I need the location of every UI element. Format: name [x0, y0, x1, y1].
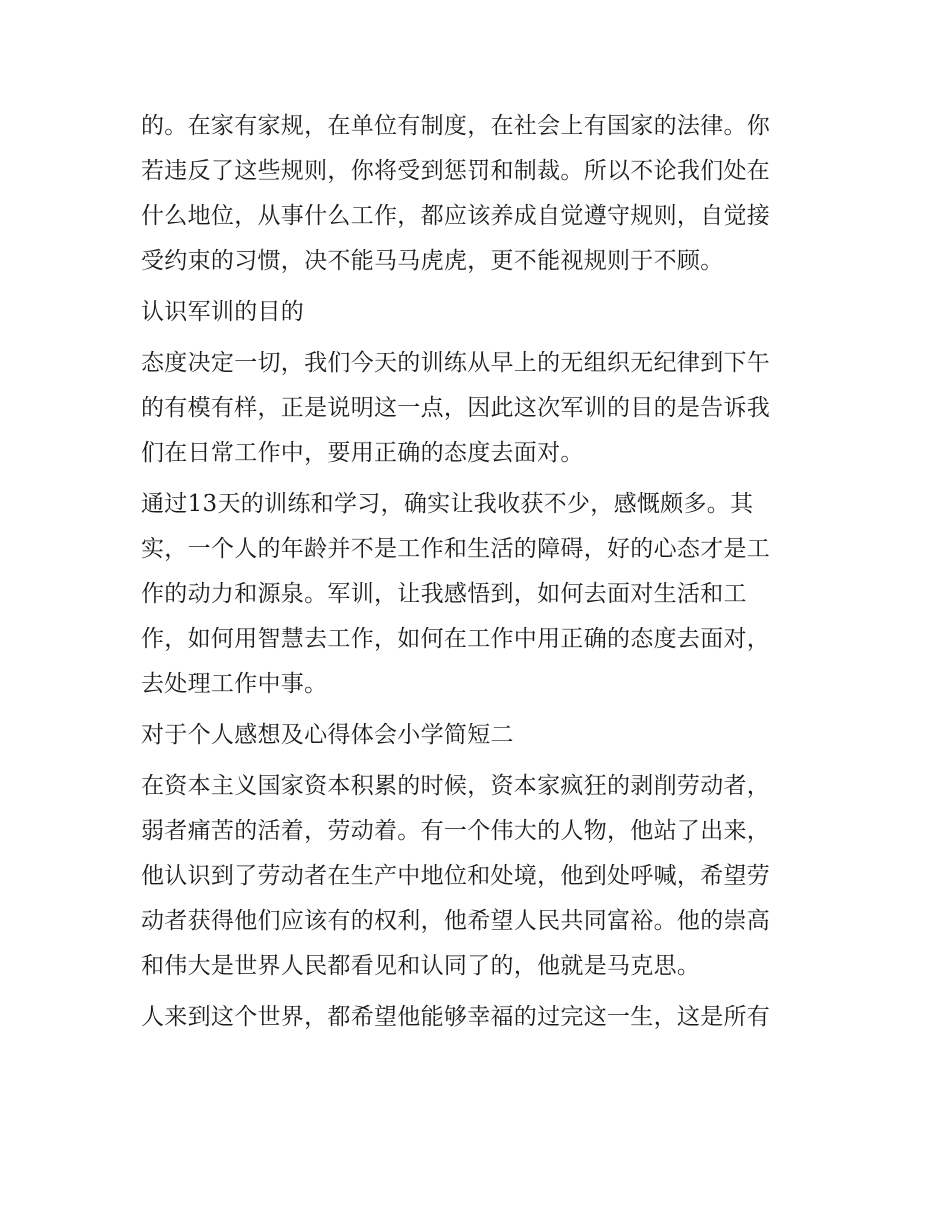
- paragraph-line: 若违反了这些规则，你将受到惩罚和制裁。所以不论我们处在: [141, 158, 771, 184]
- paragraph-line: 和伟大是世界人民都看见和认同了的，他就是马克思。: [141, 953, 701, 979]
- paragraph-line: 他认识到了劳动者在生产中地位和处境，他到处呼喊，希望劳: [141, 863, 771, 889]
- paragraph-line: 弱者痛苦的活着，劳动着。有一个伟大的人物，他站了出来，: [141, 818, 771, 844]
- paragraph-line: 通过13天的训练和学习，确实让我收获不少，感慨颇多。其: [141, 491, 754, 517]
- paragraph-line: 什么地位，从事什么工作，都应该养成自觉遵守规则，自觉接: [141, 203, 771, 229]
- section-heading: 对于个人感想及心得体会小学简短二: [141, 722, 514, 748]
- paragraph-line: 的有模有样，正是说明这一点，因此这次军训的目的是告诉我: [141, 395, 771, 421]
- document-page: [141, 108, 821, 1036]
- paragraph-line: 态度决定一切，我们今天的训练从早上的无组织无纪律到下午: [141, 350, 771, 376]
- paragraph-line: 去处理工作中事。: [141, 671, 328, 697]
- paragraph-line: 实，一个人的年龄并不是工作和生活的障碍，好的心态才是工: [141, 536, 771, 562]
- paragraph-line: 在资本主义国家资本积累的时候，资本家疯狂的剥削劳动者，: [141, 773, 771, 799]
- section-heading: 认识军训的目的: [141, 299, 305, 325]
- paragraph-line: 的。在家有家规，在单位有制度，在社会上有国家的法律。你: [141, 113, 771, 139]
- paragraph-line: 动者获得他们应该有的权利，他希望人民共同富裕。他的崇高: [141, 908, 771, 934]
- paragraph-line: 人来到这个世界，都希望他能够幸福的过完这一生，这是所有: [141, 1004, 771, 1030]
- paragraph-line: 作，如何用智慧去工作，如何在工作中用正确的态度去面对，: [141, 626, 771, 652]
- paragraph-line: 们在日常工作中，要用正确的态度去面对。: [141, 440, 584, 466]
- paragraph-line: 作的动力和源泉。军训，让我感悟到，如何去面对生活和工: [141, 581, 747, 607]
- paragraph-line: 受约束的习惯，决不能马马虎虎，更不能视规则于不顾。: [141, 248, 724, 274]
